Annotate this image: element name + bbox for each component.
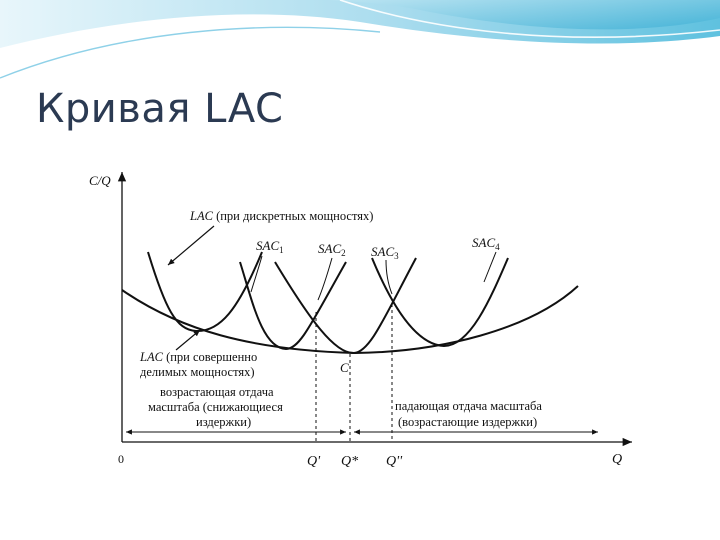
y-axis-label: C/Q	[89, 173, 111, 188]
point-c-label: C	[340, 360, 349, 375]
left-region-line3: издержки)	[196, 415, 252, 429]
lac-discrete-label: LAC (при дискретных мощностях)	[190, 209, 374, 223]
left-region-line1: возрастающая отдача	[160, 385, 274, 399]
tick-q-prime: Q'	[307, 454, 321, 469]
left-region-line2: масштаба (снижающиеся	[148, 400, 283, 414]
sac1-curve	[148, 252, 262, 331]
lac-divisible-label-line2: делимых мощностях)	[140, 365, 255, 379]
lac-divisible-label: LAC (при совершенно	[140, 350, 258, 364]
lac-discrete-arrow	[168, 226, 214, 265]
slide-title: Кривая LAC	[36, 86, 284, 132]
lac-divisible-curve	[122, 286, 578, 353]
origin-label: 0	[118, 452, 124, 466]
sac3-label: $SAC_3$	[371, 244, 399, 261]
tick-q-star: Q*	[341, 454, 359, 469]
lac-divisible-arrow	[176, 330, 200, 350]
right-region-line2: (возрастающие издержки)	[398, 415, 538, 429]
sac2-label: $SAC_2$	[318, 241, 346, 258]
tick-q-double-prime: Q''	[386, 454, 403, 469]
right-region-line1: падающая отдача масштаба	[395, 399, 542, 413]
sac1-label: $SAC_1$	[256, 238, 284, 255]
sac4-label: $SAC_4$	[472, 235, 500, 252]
sac4-leader	[484, 252, 496, 282]
sac2-leader	[318, 258, 332, 300]
x-axis-label: Q	[612, 452, 623, 467]
